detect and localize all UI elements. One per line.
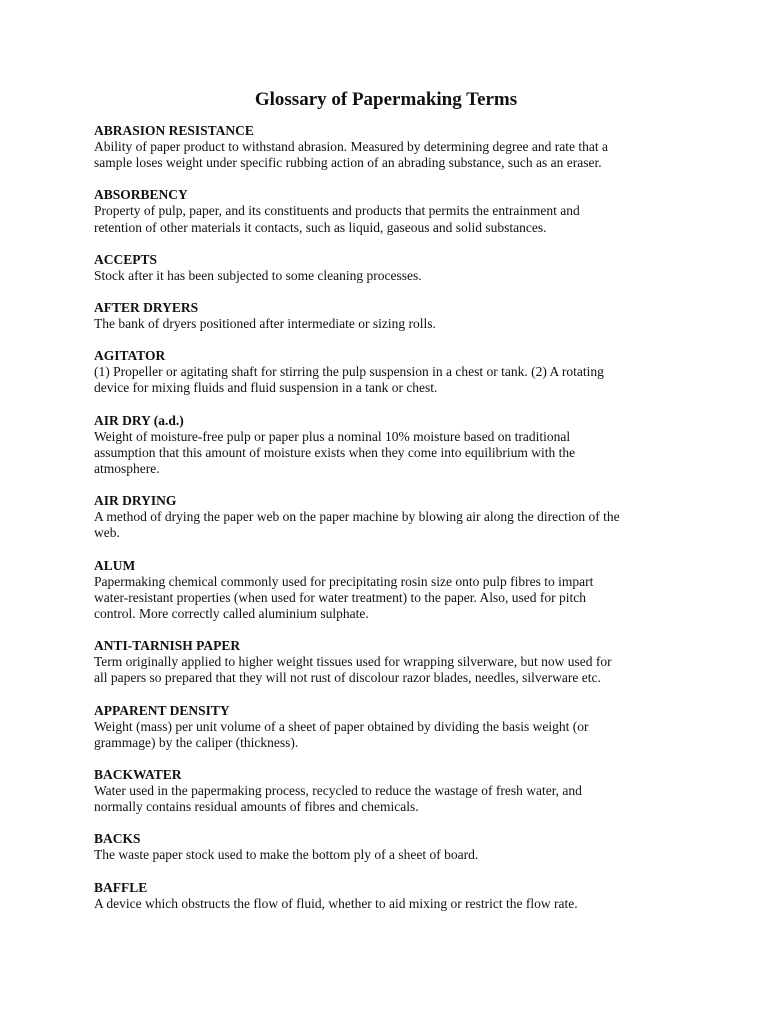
page-title: Glossary of Papermaking Terms: [254, 89, 518, 110]
glossary-definition: The bank of dryers positioned after intermediate or sizing rolls.: [94, 316, 436, 332]
glossary-entry-backwater: [94, 767, 678, 815]
glossary-entry-after-dryers: [94, 300, 678, 332]
glossary-definition: The waste paper stock used to make the bottom ply of a sheet of board.: [94, 847, 479, 863]
glossary-definition: Water used in the papermaking process, recycled to reduce the wastage of fresh water, and normally contains residual amounts of fibres and chemicals.: [94, 783, 582, 815]
glossary-term: ABSORBENCY: [94, 187, 188, 203]
glossary-term: BACKWATER: [94, 767, 182, 783]
glossary-entry-baffle: [94, 880, 678, 912]
glossary-term: AGITATOR: [94, 348, 166, 364]
glossary-definition: Papermaking chemical commonly used for precipitating rosin size onto pulp fibres to impart water-resistant properties (when used for water treatment) to the paper. Also, used for pitch control. More correctly called aluminium sulphate.: [94, 573, 594, 622]
glossary-term: APPARENT DENSITY: [94, 702, 230, 718]
glossary-definition: Weight of moisture-free pulp or paper plus a nominal 10% moisture based on traditional assumption that this amount of moisture exists when they come into equilibrium with the atmosphere.: [94, 428, 576, 477]
glossary-definition: Term originally applied to higher weight tissues used for wrapping silverware, but now used for all papers so prepared that they will not rust of discolour razor blades, needles, silverware etc.: [94, 654, 612, 686]
glossary-definition: Property of pulp, paper, and its constituents and products that permits the entrainment and retention of other materials it contacts, such as liquid, gaseous and solid substances.: [94, 203, 580, 235]
glossary-entry-accepts: [94, 252, 678, 284]
glossary-term: ABRASION RESISTANCE: [94, 123, 254, 138]
glossary-entry-backs: [94, 831, 678, 863]
glossary-definition: Stock after it has been subjected to some cleaning processes.: [94, 267, 422, 283]
glossary-definition: Weight (mass) per unit volume of a sheet of paper obtained by dividing the basis weight (or grammage) by the caliper (thickness).: [94, 718, 589, 750]
glossary-term: AIR DRY (a.d.): [94, 412, 184, 428]
glossary-term: ANTI-TARNISH PAPER: [94, 638, 241, 654]
glossary-entry-anti-tarnish-paper: [94, 638, 678, 686]
glossary-term: AFTER DRYERS: [94, 300, 199, 316]
glossary-term: BACKS: [94, 831, 141, 847]
glossary-term: AIR DRYING: [94, 493, 177, 509]
glossary-entry-alum: [94, 558, 678, 623]
glossary-entry-agitator: [94, 348, 678, 396]
glossary-term: ACCEPTS: [94, 251, 158, 267]
glossary-entry-abrasion-resistance: [94, 123, 678, 171]
glossary-term: ALUM: [94, 557, 136, 573]
glossary-entry-absorbency: [94, 187, 678, 235]
glossary-entry-air-dry: [94, 413, 678, 478]
glossary-term: BAFFLE: [94, 879, 148, 895]
glossary-definition: A device which obstructs the flow of fluid, whether to aid mixing or restrict the flow rate.: [94, 895, 578, 911]
glossary-entry-apparent-density: [94, 703, 678, 751]
glossary-definition: Ability of paper product to withstand abrasion. Measured by determining degree and rate that a sample loses weight under specific rubbing action of an abrading substance, such as an eraser.: [94, 139, 608, 171]
glossary-entry-air-drying: [94, 493, 678, 541]
glossary-definition: (1) Propeller or agitating shaft for stirring the pulp suspension in a chest or tank. (2) A rotating device for mixing fluids and fluid suspension in a tank or chest.: [94, 364, 604, 396]
glossary-definition: A method of drying the paper web on the paper machine by blowing air along the direction of the web.: [94, 509, 620, 541]
